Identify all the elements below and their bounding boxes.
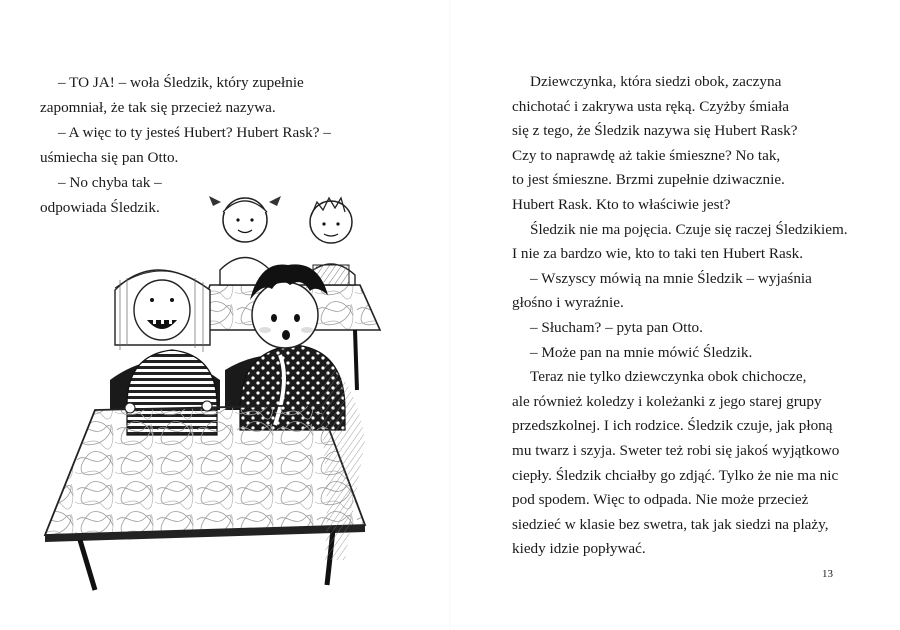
text-line: zapomniał, że tak się przecież nazywa.: [40, 99, 276, 116]
text-line: – No chyba tak –: [58, 174, 162, 191]
right-page-text: [512, 70, 872, 562]
text-line: ale również koledzy i koleżanki z jego starej grupy: [512, 392, 822, 410]
text-line: siedzieć w klasie bez swetra, tak jak siedzi na plaży,: [512, 515, 829, 533]
text-line: Teraz nie tylko dziewczynka obok chichocze,: [530, 368, 807, 386]
text-line: Dziewczynka, która siedzi obok, zaczyna: [530, 73, 782, 90]
classroom-illustration: [35, 180, 395, 600]
text-line: chichotać i zakrywa usta ręką. Czyżby śmiała: [512, 97, 790, 115]
text-line: – TO JA! – woła Śledzik, który zupełnie: [58, 74, 304, 91]
text-line: Śledzik nie ma pojęcia. Czuje się raczej Śledzikiem.: [530, 220, 848, 238]
text-line: – Wszyscy mówią na mnie Śledzik – wyjaśnia: [530, 269, 812, 287]
text-line: – Słucham? – pyta pan Otto.: [530, 318, 703, 336]
text-line: – A więc to ty jesteś Hubert? Hubert Rask? –: [58, 124, 331, 141]
text-line: – Może pan na mnie mówić Śledzik.: [530, 343, 753, 361]
front-desk: [45, 405, 365, 590]
text-line: pod spodem. Więc to odpada. Nie może przecież: [512, 491, 809, 509]
text-line: głośno i wyraźnie.: [512, 294, 624, 312]
page-number: 13: [822, 568, 833, 580]
text-line: to jest śmieszne. Brzmi zupełnie dziwacznie.: [512, 171, 785, 189]
text-line: przedszkolnej. I ich rodzice. Śledzik czuje, jak płoną: [512, 417, 833, 435]
text-line: ciepły. Śledzik chciałby go zdjąć. Tylko że nie ma nic: [512, 466, 839, 484]
text-line: odpowiada Śledzik.: [40, 199, 160, 216]
text-line: kiedy idzie popływać.: [512, 540, 646, 558]
text-line: uśmiecha się pan Otto.: [40, 149, 179, 166]
book-gutter: [449, 0, 451, 630]
text-line: Czy to naprawdę aż takie śmieszne? No tak,: [512, 146, 781, 164]
text-line: mu twarz i szyja. Sweter też robi się jakoś wyjątkowo: [512, 441, 840, 459]
text-line: Hubert Rask. Kto to właściwie jest?: [512, 195, 731, 213]
text-line: się z tego, że Śledzik nazywa się Hubert Rask?: [512, 122, 798, 140]
text-line: I nie za bardzo wie, kto to taki ten Hubert Rask.: [512, 245, 804, 263]
